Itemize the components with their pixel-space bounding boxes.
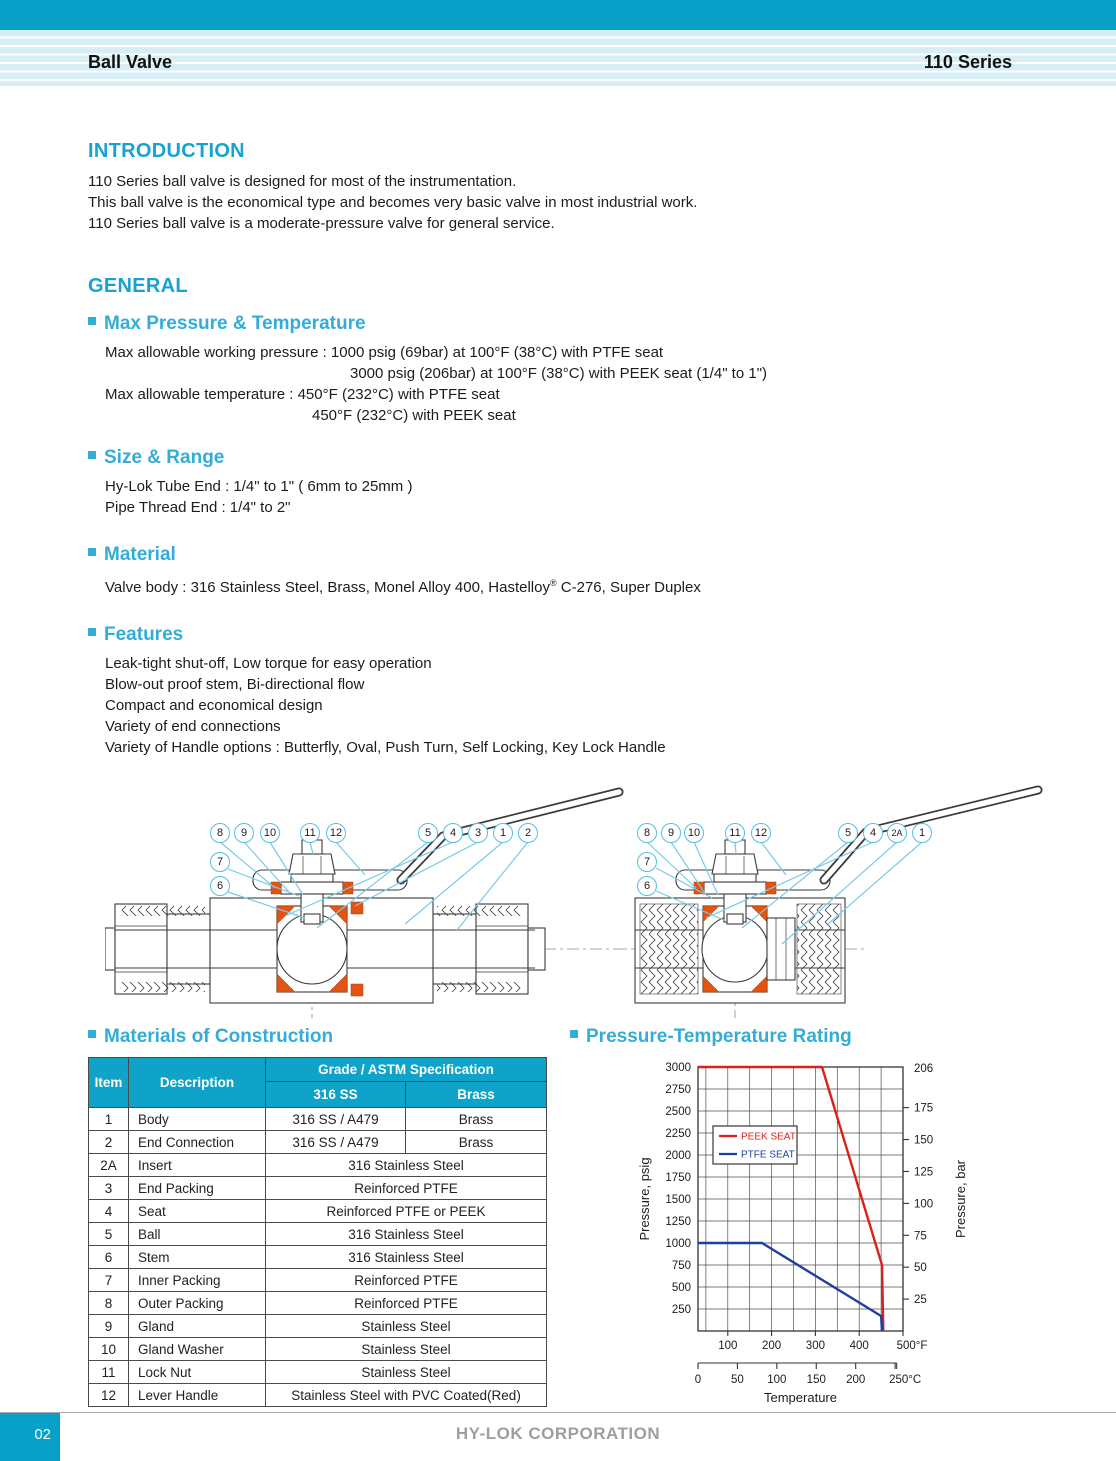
size-range-heading bbox=[88, 447, 412, 469]
callout-bubble: 11 bbox=[725, 823, 745, 843]
svg-text:2250: 2250 bbox=[665, 1128, 691, 1140]
tube-end-valve-diagram bbox=[105, 778, 625, 1023]
max-pressure-heading bbox=[88, 313, 767, 335]
cell-description: Stem bbox=[129, 1246, 266, 1269]
table-row bbox=[89, 1200, 547, 1223]
table-row bbox=[89, 1154, 547, 1177]
registered-mark: ® bbox=[549, 578, 557, 588]
cell-item: 6 bbox=[89, 1246, 129, 1269]
pressure-line: Max allowable temperature : 450°F (232°C) with PTFE seat bbox=[105, 386, 500, 403]
pipe-thread-valve-diagram bbox=[600, 778, 1060, 1023]
col-brass: Brass bbox=[406, 1082, 547, 1108]
callout-bubble: 1 bbox=[493, 823, 513, 843]
callout-bubble: 11 bbox=[300, 823, 320, 843]
cell-description: Seat bbox=[129, 1200, 266, 1223]
pipe-thread-valve-drawing bbox=[600, 778, 1060, 1023]
svg-text:Pressure, psig: Pressure, psig bbox=[637, 1157, 652, 1241]
svg-text:175: 175 bbox=[914, 1102, 934, 1115]
cell-description: Insert bbox=[129, 1154, 266, 1177]
material-line bbox=[105, 573, 701, 598]
callout-bubble: 2A bbox=[887, 823, 907, 843]
cell-spec: Reinforced PTFE bbox=[266, 1177, 547, 1200]
cell-316ss: 316 SS / A479 bbox=[266, 1108, 406, 1131]
svg-text:100: 100 bbox=[718, 1340, 738, 1352]
svg-text:75: 75 bbox=[914, 1230, 927, 1243]
cell-item: 2A bbox=[89, 1154, 129, 1177]
cell-description: Body bbox=[129, 1108, 266, 1131]
cell-item: 7 bbox=[89, 1269, 129, 1292]
callout-bubble: 2 bbox=[518, 823, 538, 843]
callout-bubble: 10 bbox=[684, 823, 704, 843]
feature-line: Variety of end connections bbox=[105, 718, 281, 735]
table-row bbox=[89, 1338, 547, 1361]
material-section bbox=[88, 544, 701, 598]
material-heading bbox=[88, 544, 701, 566]
material-text: Valve body : 316 Stainless Steel, Brass, Monel Alloy 400, Hastelloy bbox=[105, 579, 550, 596]
svg-text:750: 750 bbox=[671, 1260, 691, 1272]
callout-bubble: 3 bbox=[468, 823, 488, 843]
table-row bbox=[89, 1269, 547, 1292]
features-section bbox=[88, 624, 666, 758]
svg-text:2000: 2000 bbox=[665, 1150, 691, 1162]
cell-spec: 316 Stainless Steel bbox=[266, 1223, 547, 1246]
cell-description: End Connection bbox=[129, 1131, 266, 1154]
svg-text:1250: 1250 bbox=[665, 1216, 691, 1228]
cell-spec: Reinforced PTFE bbox=[266, 1269, 547, 1292]
svg-text:400: 400 bbox=[849, 1340, 869, 1352]
cell-spec: Stainless Steel with PVC Coated(Red) bbox=[266, 1384, 547, 1407]
materials-table-wrap bbox=[88, 1057, 547, 1407]
materials-table bbox=[88, 1057, 547, 1407]
svg-text:150: 150 bbox=[914, 1134, 934, 1147]
bullet-square bbox=[88, 317, 96, 325]
page-title: Ball Valve bbox=[88, 52, 173, 72]
material-title: Material bbox=[104, 544, 176, 565]
cell-description: End Packing bbox=[129, 1177, 266, 1200]
bullet-square bbox=[88, 548, 96, 556]
chart-title: Pressure-Temperature Rating bbox=[586, 1026, 852, 1047]
cell-spec: Reinforced PTFE bbox=[266, 1292, 547, 1315]
svg-text:2500: 2500 bbox=[665, 1106, 691, 1118]
cell-item: 9 bbox=[89, 1315, 129, 1338]
general-heading: GENERAL bbox=[88, 275, 188, 297]
size-range-title: Size & Range bbox=[104, 447, 225, 468]
svg-text:300: 300 bbox=[805, 1340, 825, 1352]
materials-heading bbox=[88, 1026, 333, 1048]
feature-line: Compact and economical design bbox=[105, 697, 323, 714]
callout-bubble: 12 bbox=[751, 823, 771, 843]
svg-text:200: 200 bbox=[846, 1374, 866, 1386]
callout-bubble: 8 bbox=[637, 823, 657, 843]
company-name: HY-LOK CORPORATION bbox=[455, 1424, 661, 1443]
col-316ss: 316 SS bbox=[266, 1082, 406, 1108]
introduction-line: 110 Series ball valve is designed for most of the instrumentation. bbox=[88, 173, 517, 190]
svg-text:200: 200 bbox=[761, 1340, 782, 1352]
svg-text:2750: 2750 bbox=[665, 1084, 691, 1096]
svg-text:Temperature: Temperature bbox=[764, 1390, 837, 1405]
features-heading bbox=[88, 624, 666, 646]
table-row bbox=[89, 1384, 547, 1407]
pressure-line: Max allowable working pressure : 1000 psig (69bar) at 100°F (38°C) with PTFE seat bbox=[105, 344, 664, 361]
callout-bubble: 8 bbox=[210, 823, 230, 843]
cell-spec: Stainless Steel bbox=[266, 1315, 547, 1338]
bullet-square bbox=[88, 628, 96, 636]
introduction-line: 110 Series ball valve is a moderate-pressure valve for general service. bbox=[88, 215, 555, 232]
cell-description: Lever Handle bbox=[129, 1384, 266, 1407]
svg-text:Pressure, bar: Pressure, bar bbox=[953, 1159, 968, 1239]
cell-item: 8 bbox=[89, 1292, 129, 1315]
svg-text:1500: 1500 bbox=[665, 1194, 691, 1206]
callout-bubble: 7 bbox=[210, 852, 230, 872]
materials-heading-wrap bbox=[88, 1026, 333, 1048]
cell-item: 3 bbox=[89, 1177, 129, 1200]
cell-item: 12 bbox=[89, 1384, 129, 1407]
pressure-line: 3000 psig (206bar) at 100°F (38°C) with PEEK seat (1/4" to 1") bbox=[350, 365, 768, 382]
cell-spec: 316 Stainless Steel bbox=[266, 1246, 547, 1269]
cell-brass: Brass bbox=[406, 1131, 547, 1154]
cell-item: 10 bbox=[89, 1338, 129, 1361]
cell-spec: Stainless Steel bbox=[266, 1361, 547, 1384]
max-pressure-title: Max Pressure & Temperature bbox=[104, 313, 366, 334]
table-row bbox=[89, 1131, 547, 1154]
size-line: Pipe Thread End : 1/4" to 2" bbox=[105, 499, 291, 516]
col-description: Description bbox=[129, 1058, 266, 1108]
page-number-badge: 02 bbox=[0, 1413, 60, 1461]
table-row bbox=[89, 1108, 547, 1131]
bullet-square bbox=[88, 1030, 96, 1038]
table-row bbox=[89, 1292, 547, 1315]
footer-divider bbox=[0, 1412, 1116, 1413]
series-label: 110 Series bbox=[923, 52, 1012, 72]
introduction-heading: INTRODUCTION bbox=[88, 140, 245, 162]
introduction-section bbox=[88, 140, 697, 234]
svg-text:100: 100 bbox=[914, 1198, 934, 1211]
cell-spec: Reinforced PTFE or PEEK bbox=[266, 1200, 547, 1223]
svg-text:500: 500 bbox=[671, 1282, 691, 1294]
bullet-square bbox=[88, 451, 96, 459]
table-row bbox=[89, 1246, 547, 1269]
bullet-square bbox=[570, 1030, 578, 1038]
cell-description: Ball bbox=[129, 1223, 266, 1246]
callout-bubble: 7 bbox=[637, 852, 657, 872]
cell-item: 11 bbox=[89, 1361, 129, 1384]
cell-316ss: 316 SS / A479 bbox=[266, 1131, 406, 1154]
svg-text:250: 250 bbox=[671, 1304, 691, 1316]
callout-bubble: 1 bbox=[912, 823, 932, 843]
cell-description: Gland Washer bbox=[129, 1338, 266, 1361]
callout-bubble: 6 bbox=[637, 876, 657, 896]
callout-bubble: 9 bbox=[661, 823, 681, 843]
cell-brass: Brass bbox=[406, 1108, 547, 1131]
cell-item: 2 bbox=[89, 1131, 129, 1154]
callout-bubble: 4 bbox=[863, 823, 883, 843]
introduction-line: This ball valve is the economical type and becomes very basic valve in most industrial work. bbox=[88, 194, 698, 211]
cell-description: Gland bbox=[129, 1315, 266, 1338]
callout-bubble: 6 bbox=[210, 876, 230, 896]
cell-item: 4 bbox=[89, 1200, 129, 1223]
svg-text:206: 206 bbox=[914, 1063, 934, 1076]
col-item: Item bbox=[89, 1058, 129, 1108]
callout-bubble: 4 bbox=[443, 823, 463, 843]
general-heading-wrap bbox=[88, 275, 188, 298]
size-line: Hy-Lok Tube End : 1/4" to 1" ( 6mm to 25mm ) bbox=[105, 478, 413, 495]
svg-text:25: 25 bbox=[914, 1294, 927, 1307]
tube-end-valve-drawing bbox=[105, 778, 625, 1023]
cell-spec: Stainless Steel bbox=[266, 1338, 547, 1361]
svg-text:0: 0 bbox=[694, 1374, 702, 1386]
callout-bubble: 12 bbox=[326, 823, 346, 843]
svg-text:50: 50 bbox=[731, 1374, 744, 1386]
svg-text:1750: 1750 bbox=[665, 1172, 691, 1184]
materials-title: Materials of Construction bbox=[104, 1026, 334, 1047]
cell-description: Outer Packing bbox=[129, 1292, 266, 1315]
svg-text:50: 50 bbox=[914, 1262, 927, 1275]
cell-item: 1 bbox=[89, 1108, 129, 1131]
cell-description: Lock Nut bbox=[129, 1361, 266, 1384]
table-row bbox=[89, 1223, 547, 1246]
svg-text:150: 150 bbox=[806, 1374, 826, 1386]
svg-text:500°F: 500°F bbox=[896, 1340, 928, 1352]
cell-description: Inner Packing bbox=[129, 1269, 266, 1292]
callout-bubble: 5 bbox=[418, 823, 438, 843]
max-pressure-section bbox=[88, 313, 767, 426]
features-title: Features bbox=[104, 624, 184, 645]
callout-bubble: 9 bbox=[234, 823, 254, 843]
feature-line: Variety of Handle options : Butterfly, Oval, Push Turn, Self Locking, Key Lock Handle bbox=[105, 739, 666, 756]
svg-text:PTFE SEAT: PTFE SEAT bbox=[741, 1149, 795, 1161]
top-accent-bar bbox=[0, 0, 1116, 30]
cell-item: 5 bbox=[89, 1223, 129, 1246]
table-row bbox=[89, 1361, 547, 1384]
pressure-line: 450°F (232°C) with PEEK seat bbox=[312, 407, 516, 424]
table-header-row bbox=[89, 1058, 547, 1082]
feature-line: Leak-tight shut-off, Low torque for easy operation bbox=[105, 655, 432, 672]
material-text: C-276, Super Duplex bbox=[556, 579, 701, 596]
chart-heading bbox=[570, 1026, 852, 1048]
svg-text:3000: 3000 bbox=[665, 1062, 691, 1074]
col-grade: Grade / ASTM Specification bbox=[266, 1058, 547, 1082]
table-row bbox=[89, 1177, 547, 1200]
svg-text:250°C: 250°C bbox=[889, 1374, 922, 1386]
callout-bubble: 10 bbox=[260, 823, 280, 843]
size-range-section bbox=[88, 447, 412, 518]
svg-text:125: 125 bbox=[914, 1166, 934, 1179]
pressure-temperature-chart bbox=[565, 1056, 1015, 1406]
cell-spec: 316 Stainless Steel bbox=[266, 1154, 547, 1177]
svg-text:PEEK SEAT: PEEK SEAT bbox=[741, 1131, 796, 1143]
callout-bubble: 5 bbox=[838, 823, 858, 843]
feature-line: Blow-out proof stem, Bi-directional flow bbox=[105, 676, 365, 693]
chart-heading-wrap bbox=[570, 1026, 852, 1048]
table-row bbox=[89, 1315, 547, 1338]
svg-text:1000: 1000 bbox=[665, 1238, 691, 1250]
svg-text:100: 100 bbox=[767, 1374, 787, 1386]
